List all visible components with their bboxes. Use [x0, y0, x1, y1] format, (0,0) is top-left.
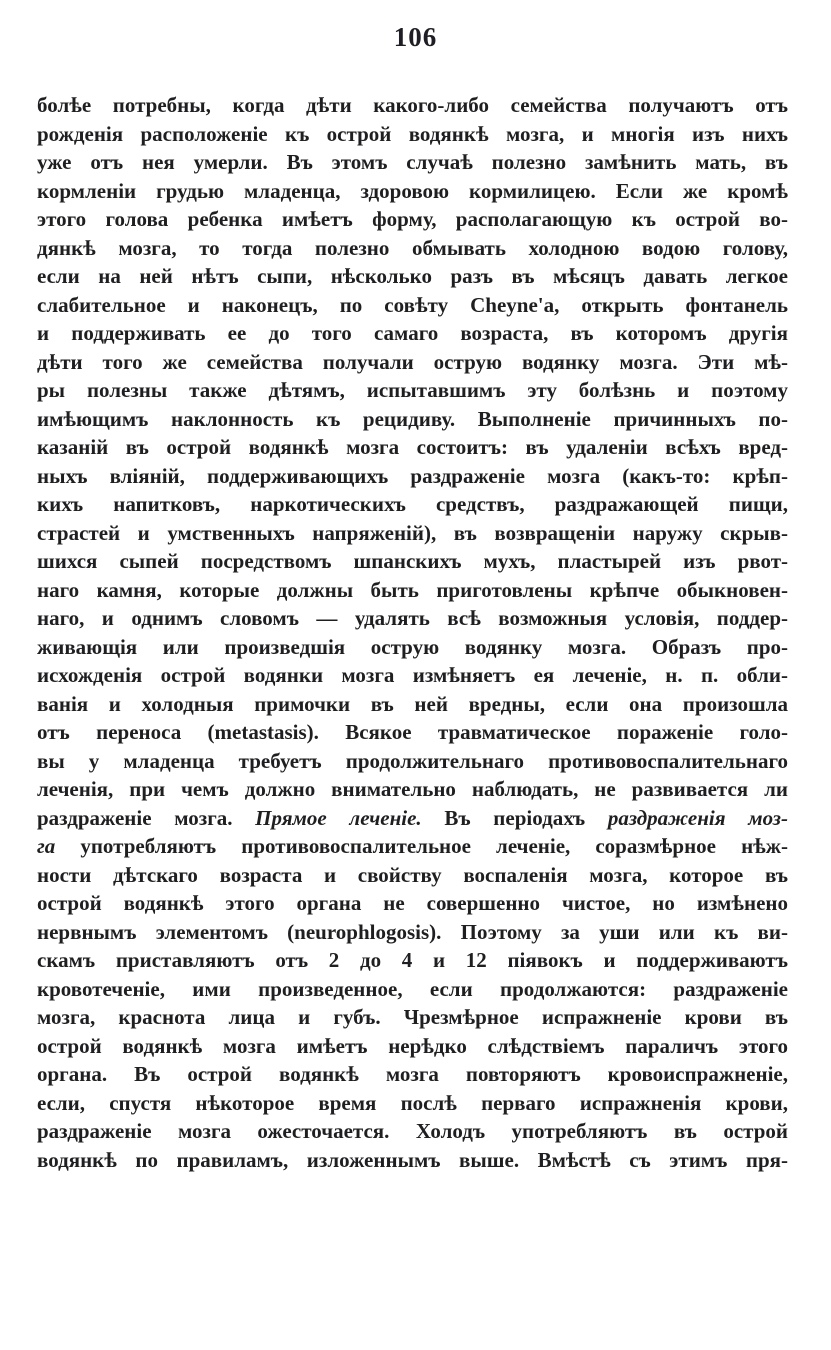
- text-line: слабительное и наконецъ, по совѣту Cheyne'a, открыть фонтанель: [37, 292, 788, 317]
- text-line: наго, и однимъ словомъ — удалять всѣ возможныя условія, поддер-: [37, 606, 788, 630]
- italic-heading: Прямое леченіе.: [255, 805, 422, 830]
- text-line: страстей и умственныхъ напряженій), въ возвращеніи наружу скрыв-: [37, 520, 788, 545]
- text-line: исхожденія острой водянки мозга измѣняетъ ея леченіе, н. п. обли-: [37, 663, 788, 687]
- text-line: раздраженіе мозга. Прямое леченіе. Въ періодахъ раздраженія моз-: [37, 805, 788, 830]
- text-line: кровотеченіе, ими произведенное, если продолжаются: раздраженіе: [37, 976, 788, 1001]
- text-line: леченія, при чемъ должно внимательно наблюдать, не развивается ли: [37, 777, 788, 801]
- text-line: живающія или произведшія острую водянку мозга. Образъ про-: [37, 634, 788, 659]
- text-line: казаній въ острой водянкѣ мозга состоитъ: въ удаленіи всѣхъ вред-: [37, 435, 788, 459]
- text-line: если на ней нѣтъ сыпи, нѣсколько разъ въ мѣсяцъ давать легкое: [37, 264, 788, 288]
- text-line: га употребляютъ противовоспалительное леченіе, соразмѣрное нѣж-: [37, 834, 788, 858]
- text-line: уже отъ нея умерли. Въ этомъ случаѣ полезно замѣнить мать, въ: [37, 150, 788, 174]
- text-line: кормленіи грудью младенца, здоровою кормилицею. Если же кромѣ: [37, 178, 788, 203]
- text-line: раздраженіе мозга ожесточается. Холодъ употребляютъ въ острой: [37, 1119, 788, 1143]
- text-line: имѣющимъ наклонность къ рецидиву. Выполненіе причинныхъ по-: [37, 406, 788, 431]
- text-line: рожденія расположеніе къ острой водянкѣ мозга, и многія изъ нихъ: [37, 121, 788, 146]
- text-line: органа. Въ острой водянкѣ мозга повторяютъ кровоиспражненіе,: [37, 1062, 788, 1086]
- text-line: острой водянкѣ мозга имѣетъ нерѣдко слѣдствіемъ параличъ этого: [37, 1033, 788, 1058]
- text-line: мозга, краснота лица и губъ. Чрезмѣрное испражненіе крови въ: [37, 1005, 788, 1029]
- body-text: [37, 91, 788, 1174]
- text-line: и поддерживать ее до того самаго возраста, въ которомъ другія: [37, 321, 788, 345]
- italic-term: га: [37, 834, 56, 858]
- text-line: ности дѣтскаго возраста и свойству воспаленія мозга, которое въ: [37, 862, 788, 887]
- text-line: нервнымъ элементомъ (neurophlogosis). Поэтому за уши или къ ви-: [37, 919, 788, 944]
- text-line: отъ переноса (metastasis). Всякое травматическое пораженіе голо-: [37, 720, 788, 744]
- text-line: дянкѣ мозга, то тогда полезно обмывать холодною водою голову,: [37, 235, 788, 260]
- text-line: острой водянкѣ этого органа не совершенно чистое, но измѣнено: [37, 891, 788, 915]
- text-line: скамъ приставляютъ отъ 2 до 4 и 12 піявокъ и поддерживаютъ: [37, 948, 788, 972]
- text-line: дѣти того же семейства получали острую водянку мозга. Эти мѣ-: [37, 349, 788, 374]
- text-line: ры полезны также дѣтямъ, испытавшимъ эту болѣзнь и поэтому: [37, 378, 788, 402]
- text-line: наго камня, которые должны быть приготовлены крѣпче обыкновен-: [37, 577, 788, 602]
- text-line: вы у младенца требуетъ продолжительнаго противовоспалительнаго: [37, 748, 788, 773]
- text-line: этого голова ребенка имѣетъ форму, располагающую къ острой во-: [37, 207, 788, 231]
- text-line: болѣе потребны, когда дѣти какого-либо семейства получаютъ отъ: [37, 93, 788, 117]
- text-line: ныхъ вліяній, поддерживающихъ раздраженіе мозга (какъ-то: крѣп-: [37, 463, 788, 488]
- text-line: водянкѣ по правиламъ, изложеннымъ выше. Вмѣстѣ съ этимъ пря-: [37, 1147, 788, 1172]
- italic-term: раздраженія моз-: [607, 805, 788, 830]
- text-line: кихъ напитковъ, наркотическихъ средствъ, раздражающей пищи,: [37, 492, 788, 516]
- text-line: шихся сыпей посредствомъ шпанскихъ мухъ, пластырей изъ рвот-: [37, 549, 788, 573]
- text-line: ванія и холодныя примочки въ ней вредны, если она произошла: [37, 691, 788, 716]
- page-number: 106: [393, 22, 438, 52]
- text-line: если, спустя нѣкоторое время послѣ перваго испражненія крови,: [37, 1090, 788, 1115]
